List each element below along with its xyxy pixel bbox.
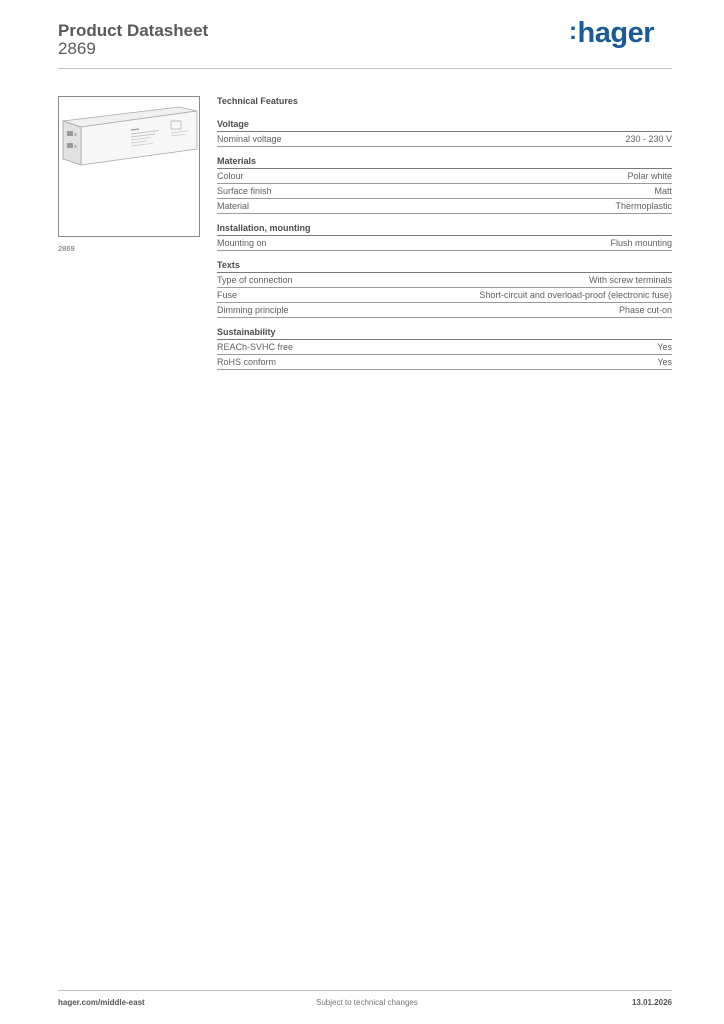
hager-logo: :hager	[569, 17, 654, 49]
spec-row	[217, 288, 672, 303]
spec-value: Polar white	[627, 171, 672, 181]
spec-value: With screw terminals	[588, 275, 672, 285]
spec-label: Nominal voltage	[217, 134, 282, 144]
spec-row	[217, 199, 672, 214]
spec-label: Mounting on	[217, 238, 267, 248]
spec-row	[217, 303, 672, 318]
product-image	[58, 96, 200, 237]
product-number: 2869	[58, 39, 96, 58]
spec-label: Colour	[217, 171, 244, 181]
spec-row	[217, 132, 672, 147]
spec-label: Surface finish	[217, 186, 272, 196]
spec-value: Thermoplastic	[615, 201, 672, 211]
footer-notice: Subject to technical changes	[316, 998, 418, 1007]
footer-date: 13.01.2026	[631, 998, 672, 1007]
footer-divider	[58, 990, 672, 991]
section-title: Installation, mounting	[217, 222, 672, 236]
spec-row	[217, 340, 672, 355]
image-caption: 2869	[58, 244, 75, 253]
spec-row	[217, 169, 672, 184]
spec-label: REACh-SVHC free	[217, 342, 294, 352]
spec-value: Matt	[654, 186, 672, 196]
footer-website-link[interactable]: hager.com/middle-east	[58, 998, 145, 1007]
spec-value: Yes	[657, 357, 672, 367]
spec-label: Fuse	[217, 290, 238, 300]
section-title: Texts	[217, 259, 672, 273]
spec-row	[217, 273, 672, 288]
section-materials	[217, 155, 672, 214]
section-title: Voltage	[217, 118, 672, 132]
spec-value: Yes	[657, 342, 672, 352]
section-title: Materials	[217, 155, 672, 169]
section-texts	[217, 259, 672, 318]
spec-label: RoHS conform	[217, 357, 277, 367]
section-voltage	[217, 118, 672, 147]
section-title: Sustainability	[217, 326, 672, 340]
spec-row	[217, 184, 672, 199]
section-sustainability	[217, 326, 672, 370]
header-divider	[58, 68, 672, 69]
specs-heading: Technical Features	[217, 96, 298, 106]
page-title: Product Datasheet	[58, 21, 209, 40]
spec-label: Dimming principle	[217, 305, 289, 315]
spec-label: Material	[217, 201, 250, 211]
spec-value: Flush mounting	[610, 238, 672, 248]
spec-row	[217, 236, 672, 251]
spec-label: Type of connection	[217, 275, 293, 285]
spec-row	[217, 355, 672, 370]
section-installation	[217, 222, 672, 251]
dimmer-device-image	[59, 97, 199, 236]
spec-value: 230 - 230 V	[625, 134, 672, 144]
technical-features	[217, 94, 672, 378]
spec-value: Short-circuit and overload-proof (electronic fuse)	[479, 290, 672, 300]
logo-text: hager	[577, 17, 654, 49]
spec-value: Phase cut-on	[618, 305, 672, 315]
